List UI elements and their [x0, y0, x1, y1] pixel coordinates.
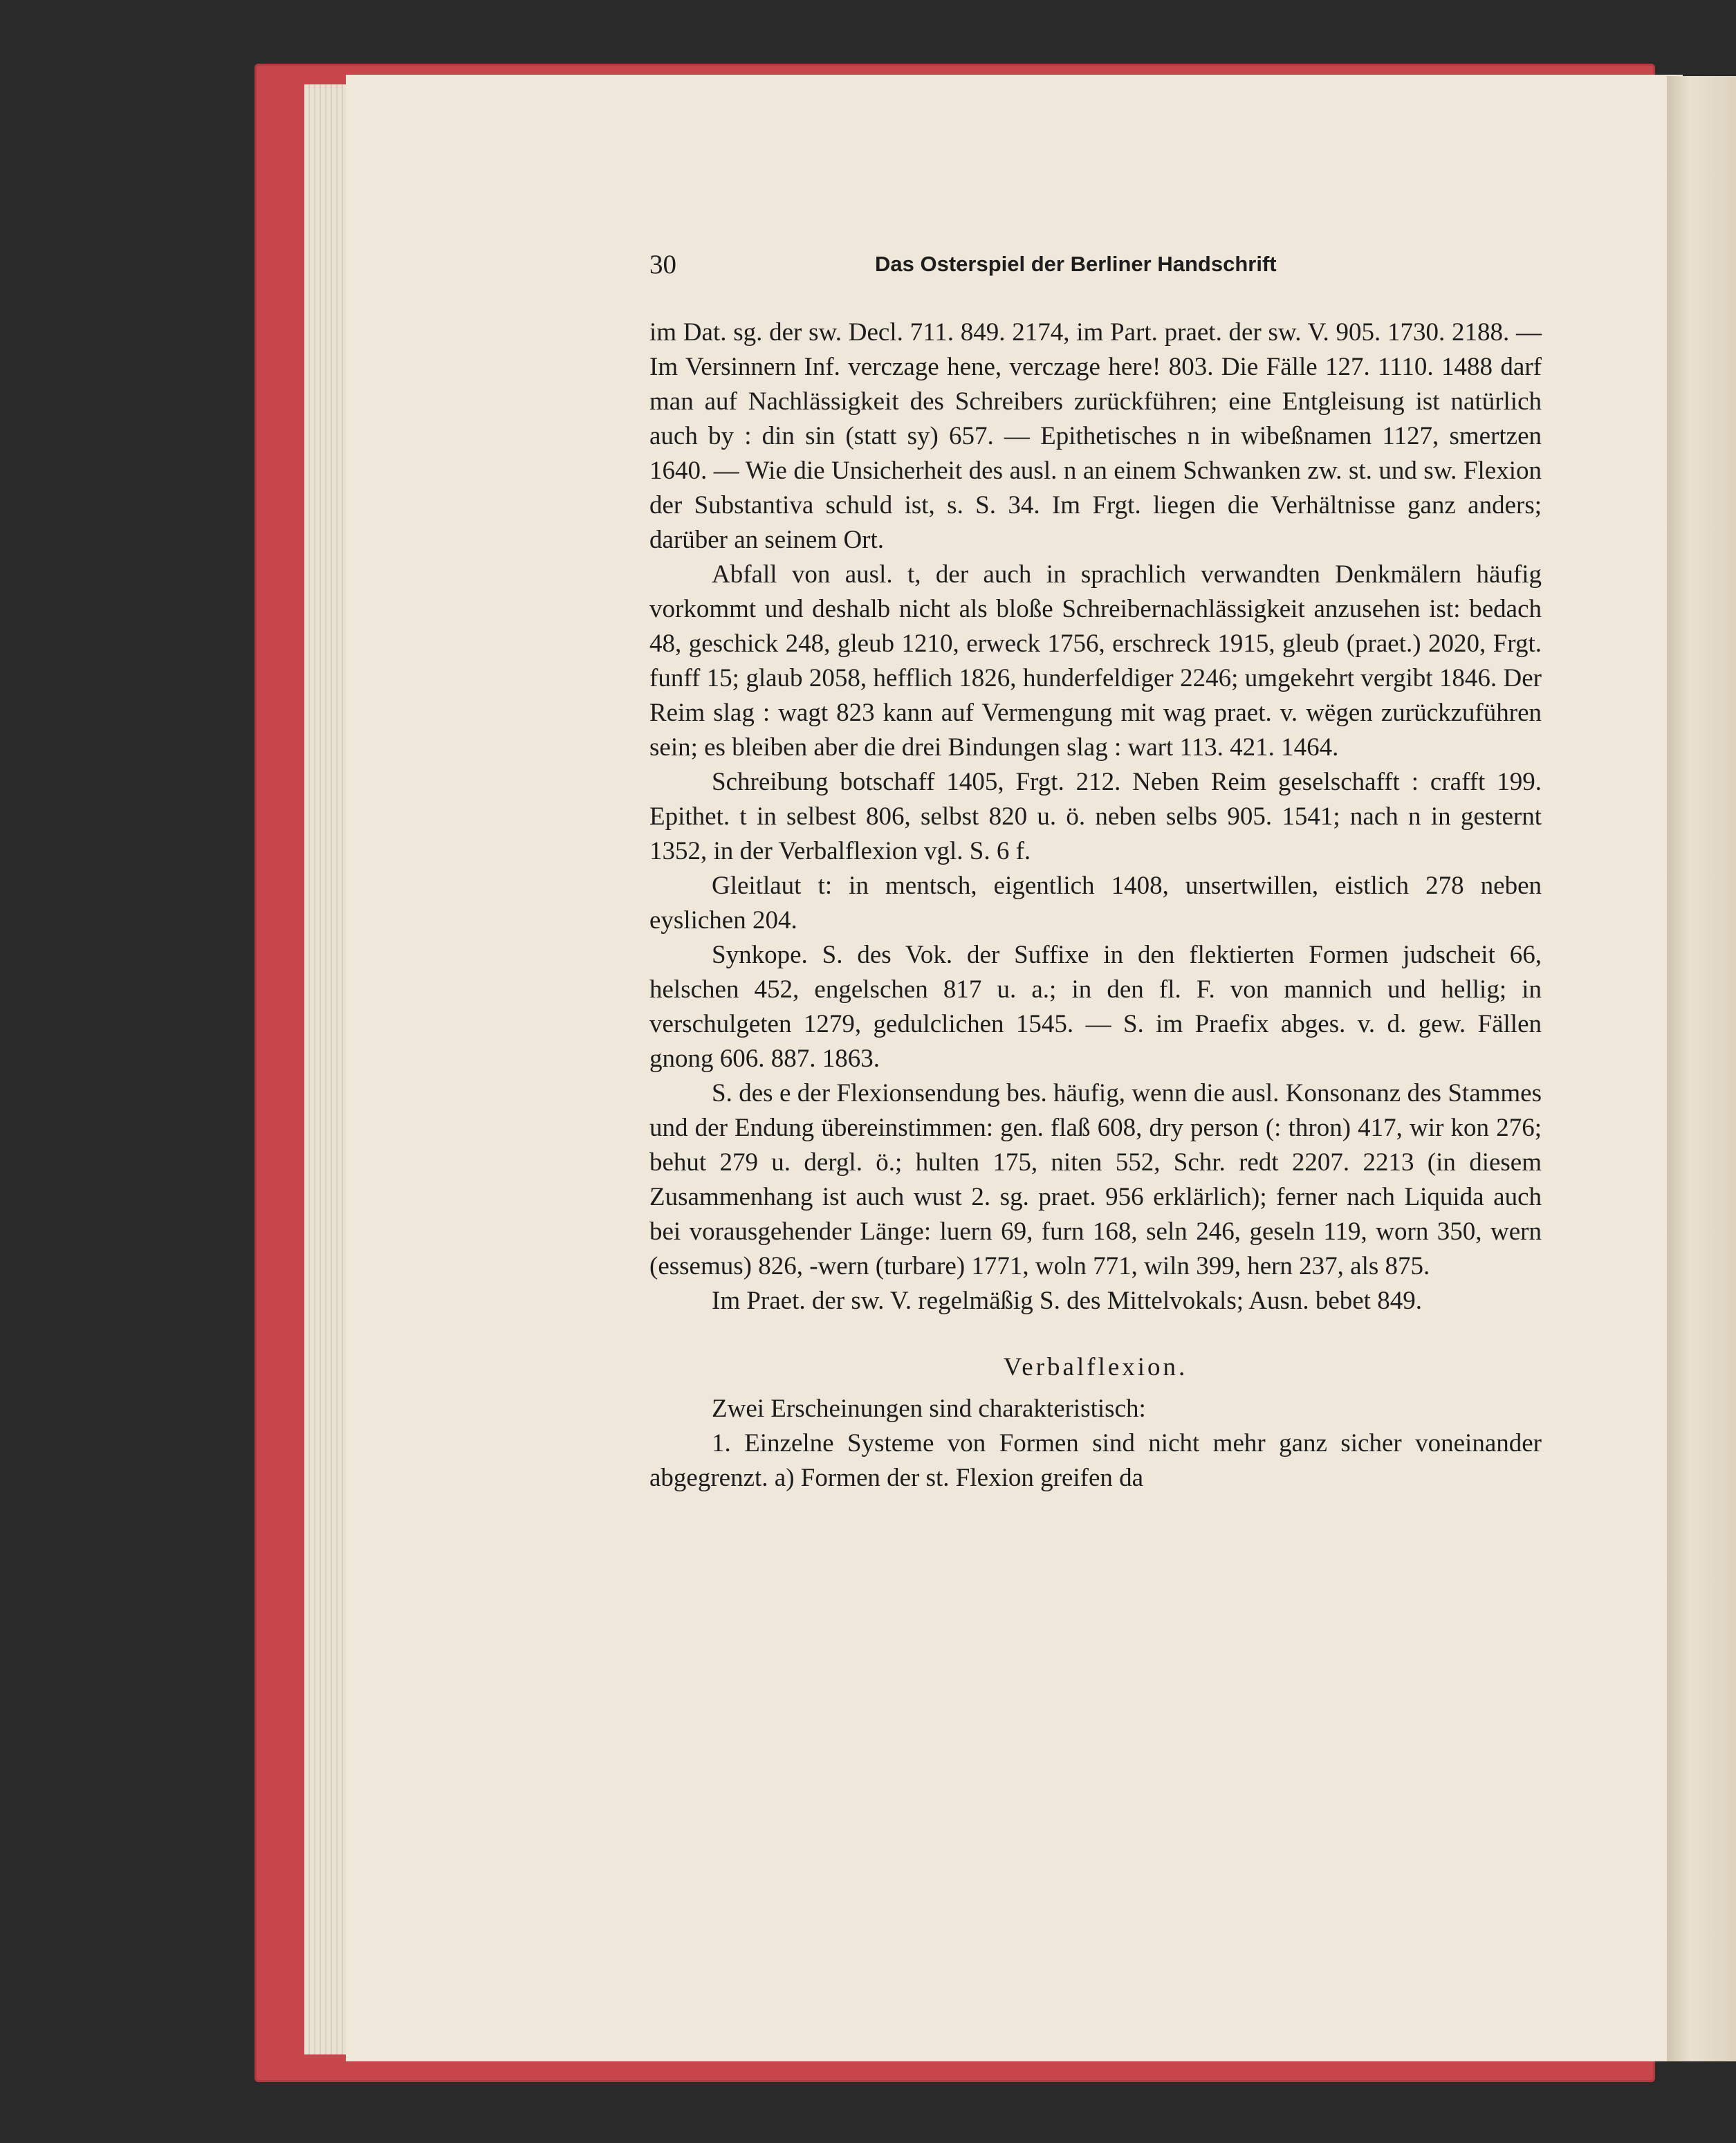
paragraph-einzelne-systeme: 1. Einzelne Systeme von Formen sind nicht mehr ganz sicher voneinander abgegrenzt. a) Formen der st. Flexion greifen da: [649, 1429, 1542, 1492]
running-head: [649, 249, 1542, 291]
section-heading: Verbalflexion.: [1003, 1353, 1188, 1381]
page-number: 30: [649, 250, 676, 279]
paragraph-synkope: Synkope. S. des Vok. der Suffixe in den flektierten Formen judscheit 66, helschen 452, engelschen 817 u. a.; in den fl. F. von mannich und hellig; in verschulgeten 1279, gedulclichen 1545. — S. im Praefix abges. v. d. gew. Fällen gnong 606. 887. 1863.: [649, 941, 1542, 1073]
paragraph-schreibung: Schreibung botschaff 1405, Frgt. 212. Neben Reim geselschafft : crafft 199. Epithet. t in selbest 806, selbst 820 u. ö. neben selbs 905. 1541; nach n in gesternt 1352, in der Verbalflexion vgl. S. 6 f.: [649, 768, 1542, 865]
page-content: [649, 249, 1542, 1496]
paragraph-zwei-erscheinungen: Zwei Erscheinungen sind charakteristisch:: [712, 1395, 1146, 1423]
paragraph-flexionsendung: S. des e der Flexionsendung bes. häufig, wenn die ausl. Konsonanz des Stammes und der Endung übereinstimmen: gen. flaß 608, dry person (: thron) 417, wir kon 276; behut 279 u. dergl. ö.; hulten 175, niten 552, Schr. redt 2207. 2213 (in diesem Zusammenhang ist auch wust 2. sg. praet. 956 erklärlich); ferner nach Liquida auch bei vorausgehender Länge: luern 69, furn 168, seln 246, geseln 119, worn 350, wern (essemus) 826, -wern (turbare) 1771, woln 771, wiln 399, hern 237, als 875.: [649, 1079, 1542, 1280]
paragraph-abfall: Abfall von ausl. t, der auch in sprachlich verwandten Denkmälern häufig vorkommt und deshalb nicht als bloße Schreibernachlässigkeit anzusehen ist: bedach 48, geschick 248, gleub 1210, erweck 1756, erschreck 1915, gleub (praet.) 2020, Frgt. funff 15; glaub 2058, hefflich 1826, hunderfeldiger 2246; umgekehrt vergibt 1846. Der Reim slag : wagt 823 kann auf Vermengung mit wag praet. v. wëgen zurückzuführen sein; es bleiben aber die drei Bindungen slag : wart 113. 421. 1464.: [649, 560, 1542, 762]
paragraph-1: im Dat. sg. der sw. Decl. 711. 849. 2174, im Part. praet. der sw. V. 905. 1730. 2188. — Im Versinnern Inf. verczage hene, verczage here! 803. Die Fälle 127. 1110. 1488 darf man auf Nachlässigkeit des Schreibers zurückführen; eine Entgleisung ist natürlich auch by : din sin (statt sy) 657. — Epithetisches n in wibeßnamen 1127, smertzen 1640. — Wie die Unsicherheit des ausl. n an einem Schwanken zw. st. und sw. Flexion der Substantiva schuld ist, s. S. 34. Im Frgt. liegen die Verhältnisse ganz anders; darüber an seinem Ort.: [649, 318, 1542, 554]
page-gutter: [1667, 76, 1736, 2061]
paragraph-gleitlaut: Gleitlaut t: in mentsch, eigentlich 1408, unsertwillen, eistlich 278 neben eyslichen 204.: [649, 872, 1542, 935]
paragraph-praeteritum: Im Praet. der sw. V. regelmäßig S. des Mittelvokals; Ausn. bebet 849.: [712, 1287, 1422, 1315]
body-text: [649, 315, 1542, 1496]
running-title: Das Osterspiel der Berliner Handschrift: [875, 252, 1277, 276]
